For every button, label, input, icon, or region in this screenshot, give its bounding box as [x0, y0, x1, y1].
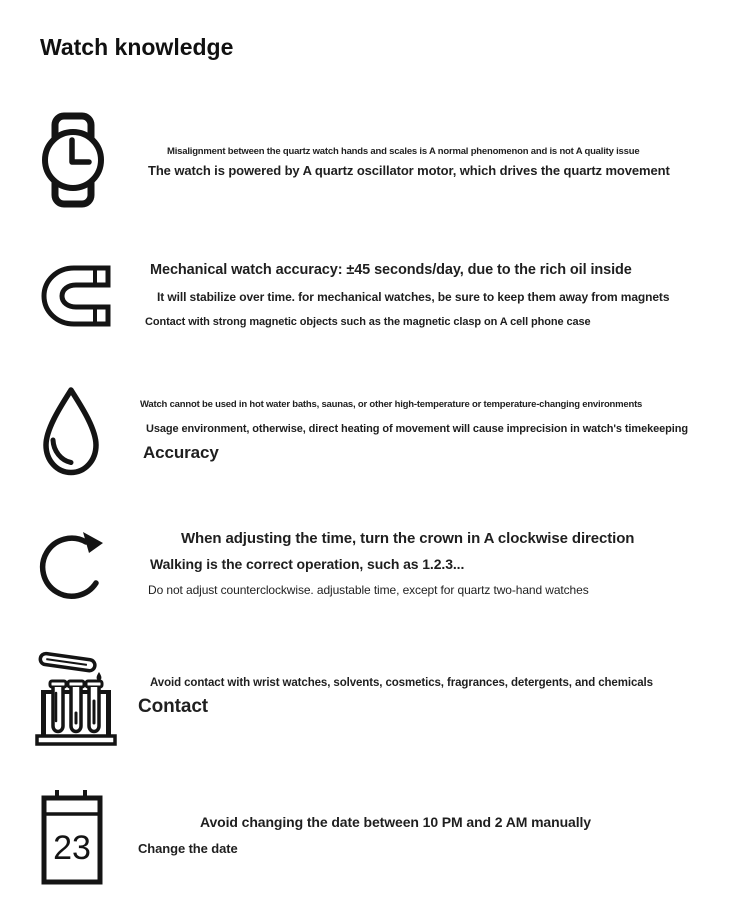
section-quartz-movement: [0, 112, 750, 232]
info-line: Watch cannot be used in hot water baths, saunas, or other high-temperature or temperature-changing environments: [140, 399, 643, 410]
info-line: Avoid changing the date between 10 PM and 2 AM manually: [200, 814, 591, 830]
info-line: Contact: [138, 696, 209, 717]
page-title: Watch knowledge: [40, 34, 234, 60]
info-line: Usage environment, otherwise, direct heating of movement will cause imprecision in watch's timekeeping: [146, 423, 688, 435]
magnet-icon: [38, 263, 112, 329]
calendar-day-number: 23: [53, 829, 91, 867]
section-water-temperature: [0, 383, 750, 493]
section-date-change: [0, 788, 750, 888]
section-chemicals: [0, 643, 750, 753]
info-line: Walking is the correct operation, such as 1.2.3...: [150, 556, 465, 572]
calendar-icon: [40, 788, 104, 886]
info-line: It will stabilize over time. for mechanical watches, be sure to keep them away from magnets: [157, 290, 670, 304]
info-line: When adjusting the time, turn the crown in A clockwise direction: [181, 530, 635, 547]
info-line: Contact with strong magnetic objects such as the magnetic clasp on A cell phone case: [145, 316, 591, 328]
info-line: Avoid contact with wrist watches, solvents, cosmetics, fragrances, detergents, and chemicals: [150, 677, 653, 689]
info-line: Do not adjust counterclockwise. adjustable time, except for quartz two-hand watches: [148, 583, 589, 597]
wristwatch-icon: [40, 112, 106, 208]
test-tubes-icon: [35, 643, 117, 747]
info-line: Misalignment between the quartz watch hands and scales is A normal phenomenon and is not A quality issue: [167, 146, 640, 157]
info-line: Change the date: [138, 841, 238, 856]
section-magnetism: [0, 258, 750, 358]
info-line: The watch is powered by A quartz oscillator motor, which drives the quartz movement: [148, 163, 670, 178]
info-line: Mechanical watch accuracy: ±45 seconds/day, due to the rich oil inside: [150, 262, 632, 278]
section-time-adjustment: [0, 518, 750, 618]
info-line: Accuracy: [143, 443, 219, 462]
clockwise-arrow-icon: [38, 521, 110, 607]
water-drop-icon: [38, 385, 104, 479]
